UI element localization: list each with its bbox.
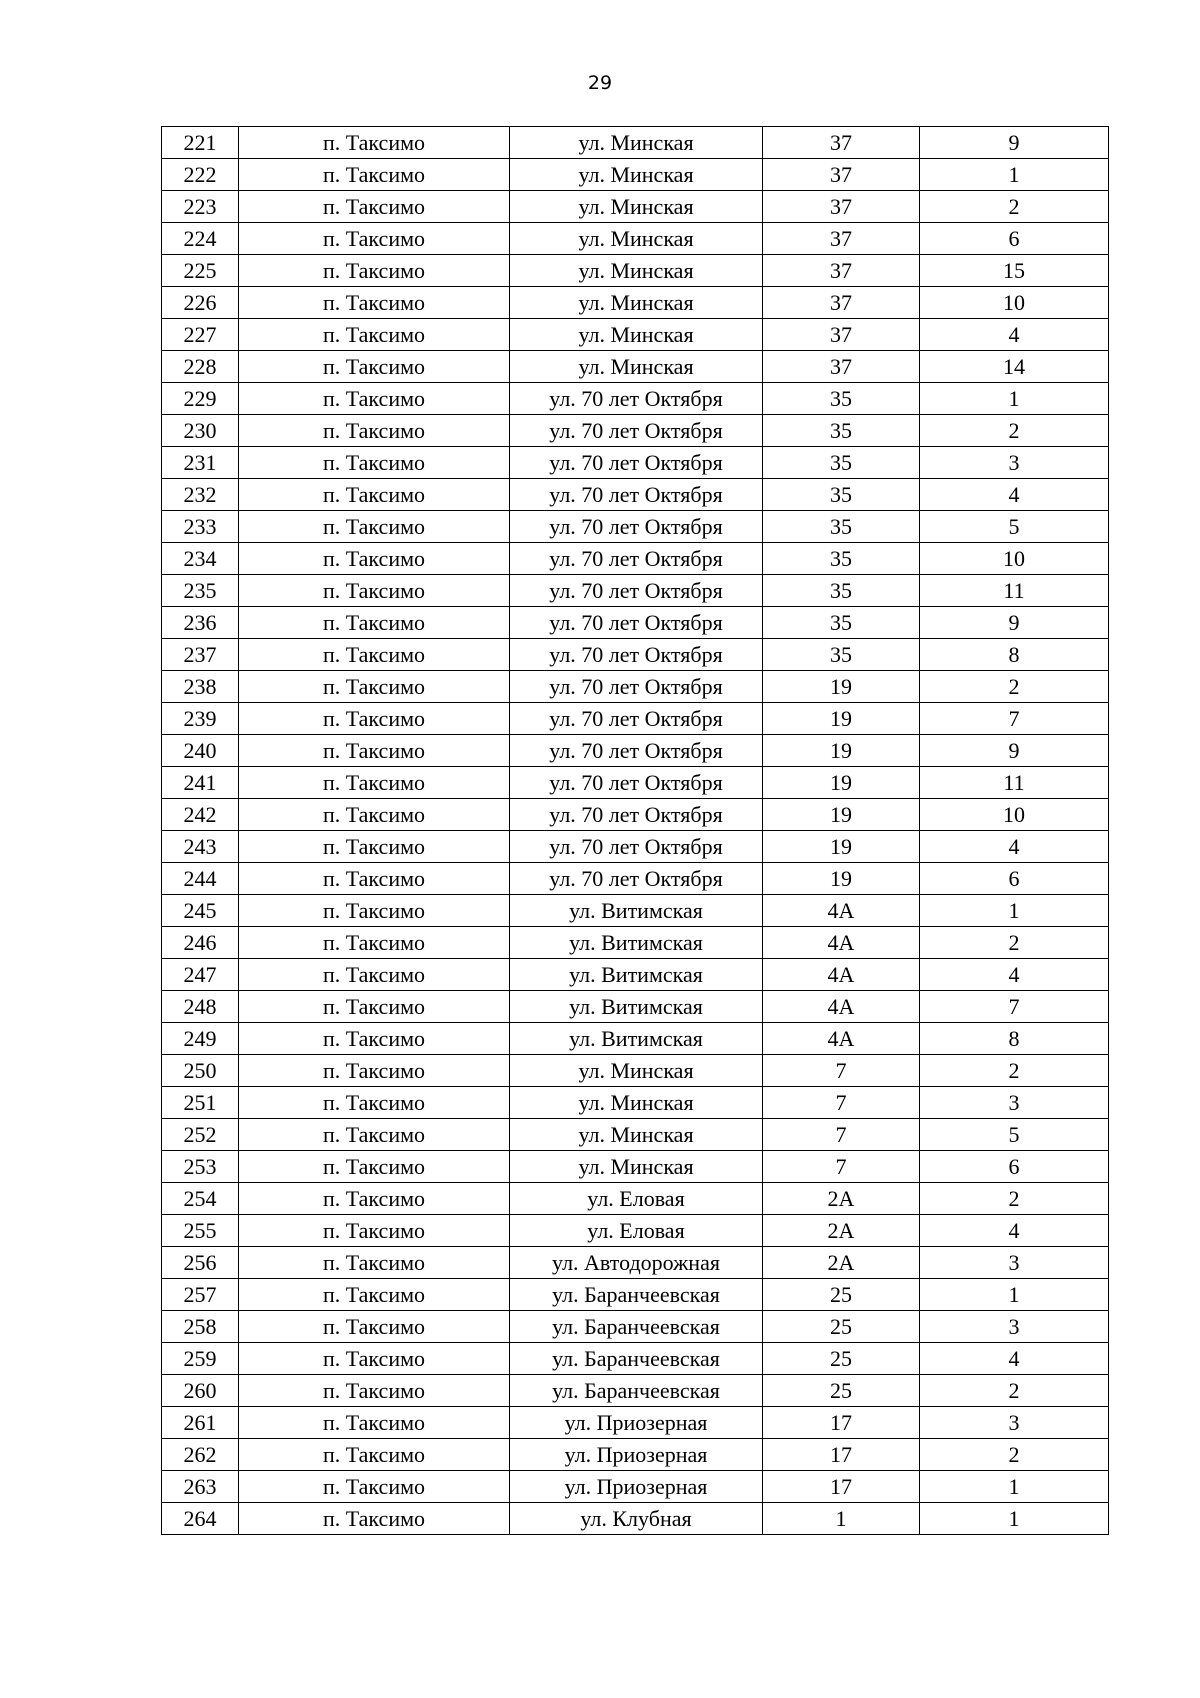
apartment-number-cell: 2 [920,1183,1109,1215]
settlement-cell: п. Таксимо [239,927,510,959]
house-number-cell: 37 [763,287,920,319]
row-number-cell: 242 [162,799,239,831]
address-table-body [162,127,1109,1535]
settlement-cell: п. Таксимо [239,543,510,575]
street-cell: ул. Автодорожная [510,1247,763,1279]
row-number-cell: 227 [162,319,239,351]
table-row [162,895,1109,927]
street-cell: ул. Витимская [510,991,763,1023]
row-number-cell: 226 [162,287,239,319]
house-number-cell: 35 [763,479,920,511]
house-number-cell: 1 [763,1503,920,1535]
house-number-cell: 2А [763,1183,920,1215]
apartment-number-cell: 4 [920,1343,1109,1375]
address-table [161,126,1109,1535]
apartment-number-cell: 9 [920,127,1109,159]
street-cell: ул. 70 лет Октября [510,415,763,447]
apartment-number-cell: 4 [920,1215,1109,1247]
row-number-cell: 252 [162,1119,239,1151]
table-row [162,575,1109,607]
table-row [162,991,1109,1023]
street-cell: ул. 70 лет Октября [510,767,763,799]
street-cell: ул. Минская [510,1119,763,1151]
table-row [162,959,1109,991]
row-number-cell: 243 [162,831,239,863]
street-cell: ул. 70 лет Октября [510,639,763,671]
house-number-cell: 17 [763,1439,920,1471]
house-number-cell: 35 [763,607,920,639]
table-row [162,351,1109,383]
apartment-number-cell: 1 [920,1503,1109,1535]
settlement-cell: п. Таксимо [239,1055,510,1087]
street-cell: ул. Приозерная [510,1439,763,1471]
street-cell: ул. Витимская [510,1023,763,1055]
street-cell: ул. 70 лет Октября [510,863,763,895]
street-cell: ул. Витимская [510,927,763,959]
street-cell: ул. 70 лет Октября [510,479,763,511]
settlement-cell: п. Таксимо [239,671,510,703]
row-number-cell: 262 [162,1439,239,1471]
settlement-cell: п. Таксимо [239,479,510,511]
street-cell: ул. Минская [510,287,763,319]
table-row [162,927,1109,959]
table-row [162,1439,1109,1471]
house-number-cell: 4А [763,895,920,927]
row-number-cell: 264 [162,1503,239,1535]
street-cell: ул. 70 лет Октября [510,447,763,479]
table-row [162,1471,1109,1503]
apartment-number-cell: 2 [920,1375,1109,1407]
row-number-cell: 236 [162,607,239,639]
house-number-cell: 4А [763,959,920,991]
table-row [162,1183,1109,1215]
street-cell: ул. Минская [510,1151,763,1183]
street-cell: ул. 70 лет Октября [510,799,763,831]
table-row [162,511,1109,543]
table-row [162,1215,1109,1247]
settlement-cell: п. Таксимо [239,1215,510,1247]
table-row [162,863,1109,895]
house-number-cell: 4А [763,1023,920,1055]
apartment-number-cell: 8 [920,1023,1109,1055]
house-number-cell: 7 [763,1119,920,1151]
apartment-number-cell: 8 [920,639,1109,671]
apartment-number-cell: 7 [920,703,1109,735]
street-cell: ул. Минская [510,159,763,191]
settlement-cell: п. Таксимо [239,703,510,735]
table-row [162,223,1109,255]
street-cell: ул. Баранчеевская [510,1311,763,1343]
settlement-cell: п. Таксимо [239,287,510,319]
table-row [162,1023,1109,1055]
table-row [162,159,1109,191]
house-number-cell: 2А [763,1215,920,1247]
row-number-cell: 260 [162,1375,239,1407]
settlement-cell: п. Таксимо [239,415,510,447]
house-number-cell: 25 [763,1375,920,1407]
row-number-cell: 255 [162,1215,239,1247]
apartment-number-cell: 1 [920,383,1109,415]
row-number-cell: 245 [162,895,239,927]
settlement-cell: п. Таксимо [239,1471,510,1503]
apartment-number-cell: 14 [920,351,1109,383]
table-row [162,319,1109,351]
row-number-cell: 254 [162,1183,239,1215]
house-number-cell: 2А [763,1247,920,1279]
apartment-number-cell: 1 [920,895,1109,927]
table-row [162,1151,1109,1183]
row-number-cell: 225 [162,255,239,287]
apartment-number-cell: 7 [920,991,1109,1023]
settlement-cell: п. Таксимо [239,895,510,927]
table-row [162,799,1109,831]
settlement-cell: п. Таксимо [239,735,510,767]
settlement-cell: п. Таксимо [239,1407,510,1439]
street-cell: ул. 70 лет Октября [510,607,763,639]
house-number-cell: 25 [763,1343,920,1375]
street-cell: ул. Баранчеевская [510,1375,763,1407]
table-row [162,1119,1109,1151]
table-row [162,127,1109,159]
row-number-cell: 251 [162,1087,239,1119]
settlement-cell: п. Таксимо [239,1023,510,1055]
row-number-cell: 259 [162,1343,239,1375]
street-cell: ул. Приозерная [510,1407,763,1439]
house-number-cell: 19 [763,831,920,863]
apartment-number-cell: 2 [920,1439,1109,1471]
apartment-number-cell: 4 [920,319,1109,351]
street-cell: ул. Приозерная [510,1471,763,1503]
row-number-cell: 231 [162,447,239,479]
row-number-cell: 222 [162,159,239,191]
apartment-number-cell: 11 [920,767,1109,799]
settlement-cell: п. Таксимо [239,1183,510,1215]
row-number-cell: 229 [162,383,239,415]
table-row [162,1503,1109,1535]
apartment-number-cell: 1 [920,1471,1109,1503]
street-cell: ул. Минская [510,1087,763,1119]
row-number-cell: 228 [162,351,239,383]
street-cell: ул. Минская [510,319,763,351]
table-row [162,415,1109,447]
street-cell: ул. Минская [510,351,763,383]
row-number-cell: 258 [162,1311,239,1343]
table-row [162,1055,1109,1087]
street-cell: ул. Минская [510,1055,763,1087]
house-number-cell: 37 [763,351,920,383]
house-number-cell: 25 [763,1311,920,1343]
apartment-number-cell: 1 [920,159,1109,191]
settlement-cell: п. Таксимо [239,191,510,223]
settlement-cell: п. Таксимо [239,223,510,255]
apartment-number-cell: 2 [920,415,1109,447]
apartment-number-cell: 4 [920,479,1109,511]
table-row [162,1407,1109,1439]
settlement-cell: п. Таксимо [239,1151,510,1183]
house-number-cell: 25 [763,1279,920,1311]
settlement-cell: п. Таксимо [239,1119,510,1151]
settlement-cell: п. Таксимо [239,607,510,639]
house-number-cell: 19 [763,703,920,735]
settlement-cell: п. Таксимо [239,447,510,479]
row-number-cell: 239 [162,703,239,735]
table-row [162,1087,1109,1119]
row-number-cell: 247 [162,959,239,991]
apartment-number-cell: 2 [920,1055,1109,1087]
house-number-cell: 4А [763,991,920,1023]
settlement-cell: п. Таксимо [239,1503,510,1535]
table-row [162,191,1109,223]
street-cell: ул. Баранчеевская [510,1343,763,1375]
settlement-cell: п. Таксимо [239,127,510,159]
row-number-cell: 256 [162,1247,239,1279]
row-number-cell: 230 [162,415,239,447]
apartment-number-cell: 2 [920,191,1109,223]
row-number-cell: 263 [162,1471,239,1503]
table-row [162,639,1109,671]
apartment-number-cell: 10 [920,799,1109,831]
row-number-cell: 221 [162,127,239,159]
row-number-cell: 250 [162,1055,239,1087]
row-number-cell: 244 [162,863,239,895]
table-row [162,607,1109,639]
house-number-cell: 37 [763,223,920,255]
apartment-number-cell: 10 [920,287,1109,319]
table-row [162,479,1109,511]
apartment-number-cell: 9 [920,735,1109,767]
apartment-number-cell: 15 [920,255,1109,287]
settlement-cell: п. Таксимо [239,575,510,607]
street-cell: ул. Минская [510,255,763,287]
apartment-number-cell: 2 [920,927,1109,959]
settlement-cell: п. Таксимо [239,831,510,863]
apartment-number-cell: 4 [920,959,1109,991]
house-number-cell: 35 [763,415,920,447]
settlement-cell: п. Таксимо [239,1375,510,1407]
street-cell: ул. Клубная [510,1503,763,1535]
settlement-cell: п. Таксимо [239,863,510,895]
table-row [162,1279,1109,1311]
apartment-number-cell: 5 [920,1119,1109,1151]
settlement-cell: п. Таксимо [239,255,510,287]
house-number-cell: 37 [763,191,920,223]
settlement-cell: п. Таксимо [239,1087,510,1119]
settlement-cell: п. Таксимо [239,1247,510,1279]
street-cell: ул. 70 лет Октября [510,671,763,703]
house-number-cell: 19 [763,767,920,799]
apartment-number-cell: 9 [920,607,1109,639]
street-cell: ул. Витимская [510,959,763,991]
settlement-cell: п. Таксимо [239,1279,510,1311]
settlement-cell: п. Таксимо [239,1343,510,1375]
street-cell: ул. 70 лет Октября [510,383,763,415]
street-cell: ул. Минская [510,223,763,255]
settlement-cell: п. Таксимо [239,799,510,831]
table-row [162,703,1109,735]
apartment-number-cell: 6 [920,863,1109,895]
house-number-cell: 37 [763,127,920,159]
table-row [162,447,1109,479]
house-number-cell: 19 [763,671,920,703]
page-number: 29 [587,72,613,94]
settlement-cell: п. Таксимо [239,159,510,191]
row-number-cell: 249 [162,1023,239,1055]
apartment-number-cell: 11 [920,575,1109,607]
house-number-cell: 7 [763,1055,920,1087]
table-row [162,831,1109,863]
house-number-cell: 17 [763,1407,920,1439]
row-number-cell: 237 [162,639,239,671]
row-number-cell: 257 [162,1279,239,1311]
table-row [162,287,1109,319]
apartment-number-cell: 6 [920,223,1109,255]
street-cell: ул. Баранчеевская [510,1279,763,1311]
row-number-cell: 233 [162,511,239,543]
house-number-cell: 4А [763,927,920,959]
settlement-cell: п. Таксимо [239,319,510,351]
house-number-cell: 17 [763,1471,920,1503]
apartment-number-cell: 3 [920,1407,1109,1439]
house-number-cell: 35 [763,543,920,575]
apartment-number-cell: 1 [920,1279,1109,1311]
table-row [162,735,1109,767]
apartment-number-cell: 4 [920,831,1109,863]
street-cell: ул. Минская [510,191,763,223]
row-number-cell: 232 [162,479,239,511]
street-cell: ул. 70 лет Октября [510,703,763,735]
house-number-cell: 35 [763,575,920,607]
house-number-cell: 35 [763,447,920,479]
street-cell: ул. 70 лет Октября [510,831,763,863]
table-row [162,1311,1109,1343]
table-row [162,671,1109,703]
house-number-cell: 7 [763,1151,920,1183]
table-row [162,1375,1109,1407]
house-number-cell: 7 [763,1087,920,1119]
settlement-cell: п. Таксимо [239,767,510,799]
house-number-cell: 19 [763,799,920,831]
settlement-cell: п. Таксимо [239,1439,510,1471]
table-row [162,543,1109,575]
table-row [162,767,1109,799]
settlement-cell: п. Таксимо [239,991,510,1023]
street-cell: ул. 70 лет Октября [510,575,763,607]
house-number-cell: 37 [763,319,920,351]
table-row [162,1247,1109,1279]
street-cell: ул. 70 лет Октября [510,735,763,767]
street-cell: ул. Минская [510,127,763,159]
house-number-cell: 35 [763,511,920,543]
table-row [162,383,1109,415]
settlement-cell: п. Таксимо [239,959,510,991]
apartment-number-cell: 6 [920,1151,1109,1183]
row-number-cell: 224 [162,223,239,255]
table-row [162,1343,1109,1375]
table-row [162,255,1109,287]
settlement-cell: п. Таксимо [239,383,510,415]
apartment-number-cell: 3 [920,1311,1109,1343]
apartment-number-cell: 5 [920,511,1109,543]
street-cell: ул. 70 лет Октября [510,511,763,543]
apartment-number-cell: 2 [920,671,1109,703]
street-cell: ул. Еловая [510,1215,763,1247]
settlement-cell: п. Таксимо [239,1311,510,1343]
house-number-cell: 37 [763,159,920,191]
row-number-cell: 246 [162,927,239,959]
house-number-cell: 19 [763,863,920,895]
apartment-number-cell: 3 [920,447,1109,479]
row-number-cell: 240 [162,735,239,767]
row-number-cell: 261 [162,1407,239,1439]
apartment-number-cell: 10 [920,543,1109,575]
house-number-cell: 37 [763,255,920,287]
row-number-cell: 241 [162,767,239,799]
street-cell: ул. Витимская [510,895,763,927]
settlement-cell: п. Таксимо [239,511,510,543]
street-cell: ул. Еловая [510,1183,763,1215]
row-number-cell: 253 [162,1151,239,1183]
apartment-number-cell: 3 [920,1247,1109,1279]
row-number-cell: 234 [162,543,239,575]
street-cell: ул. 70 лет Октября [510,543,763,575]
settlement-cell: п. Таксимо [239,351,510,383]
row-number-cell: 223 [162,191,239,223]
row-number-cell: 238 [162,671,239,703]
row-number-cell: 235 [162,575,239,607]
house-number-cell: 35 [763,639,920,671]
row-number-cell: 248 [162,991,239,1023]
settlement-cell: п. Таксимо [239,639,510,671]
house-number-cell: 35 [763,383,920,415]
apartment-number-cell: 3 [920,1087,1109,1119]
house-number-cell: 19 [763,735,920,767]
